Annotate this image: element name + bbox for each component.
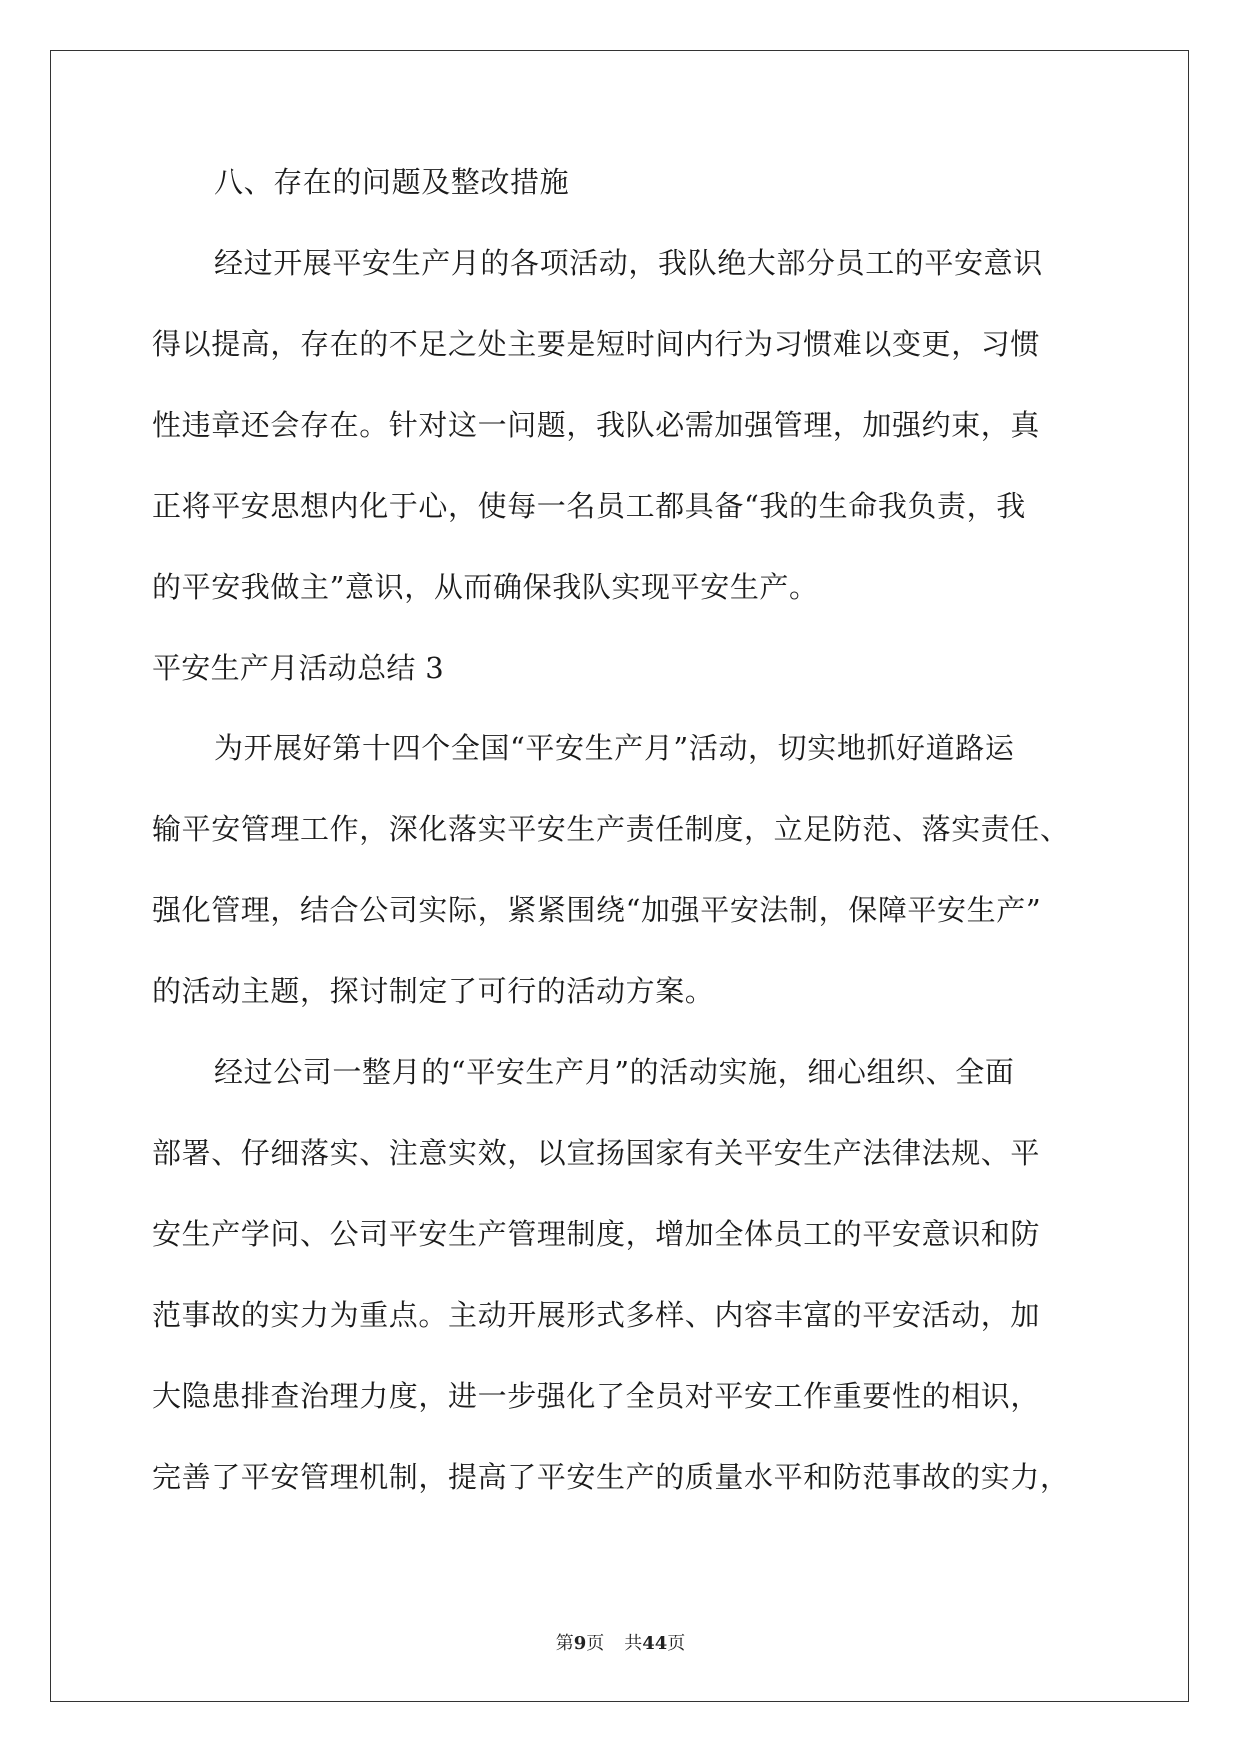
document-body [152,162,1092,1538]
page-prefix: 第 [555,1633,574,1654]
paragraph-line: 安生产学问、公司平安生产管理制度，增加全体员工的平安意识和防 [152,1217,1041,1251]
total-pages: 44 [642,1633,668,1654]
paragraph-line: 范事故的实力为重点。主动开展形式多样、内容丰富的平安活动，加 [152,1298,1041,1332]
page-footer [0,1632,1241,1656]
paragraph-line: 为开展好第十四个全国“平安生产月”活动，切实地抓好道路运 [214,731,1015,765]
page-number: 9 [573,1633,587,1654]
page-suffix: 页 [586,1633,605,1654]
paragraph-line: 正将平安思想内化于心，使每一名员工都具备“我的生命我负责，我 [152,489,1026,523]
paragraph-line: 的平安我做主”意识，从而确保我队实现平安生产。 [152,570,819,604]
total-prefix: 共 [624,1633,643,1654]
article-title: 平安生产月活动总结 3 [152,651,444,685]
paragraph-line: 部署、仔细落实、注意实效，以宣扬国家有关平安生产法律法规、平 [152,1136,1041,1170]
total-suffix: 页 [667,1633,686,1654]
paragraph-line: 强化管理，结合公司实际，紧紧围绕“加强平安法制，保障平安生产” [152,893,1042,927]
paragraph-line: 性违章还会存在。针对这一问题，我队必需加强管理，加强约束，真 [152,408,1041,442]
paragraph-line: 经过公司一整月的“平安生产月”的活动实施，细心组织、全面 [214,1055,1015,1089]
paragraph-line: 的活动主题，探讨制定了可行的活动方案。 [152,974,715,1008]
paragraph-line: 得以提高，存在的不足之处主要是短时间内行为习惯难以变更，习惯 [152,327,1041,361]
paragraph-line: 经过开展平安生产月的各项活动，我队绝大部分员工的平安意识 [214,246,1043,280]
paragraph-line: 完善了平安管理机制，提高了平安生产的质量水平和防范事故的实力， [152,1460,1070,1494]
paragraph-line: 输平安管理工作，深化落实平安生产责任制度，立足防范、落实责任、 [152,812,1070,846]
paragraph-line: 大隐患排查治理力度，进一步强化了全员对平安工作重要性的相识， [152,1379,1041,1413]
section-heading: 八、存在的问题及整改措施 [214,165,570,199]
